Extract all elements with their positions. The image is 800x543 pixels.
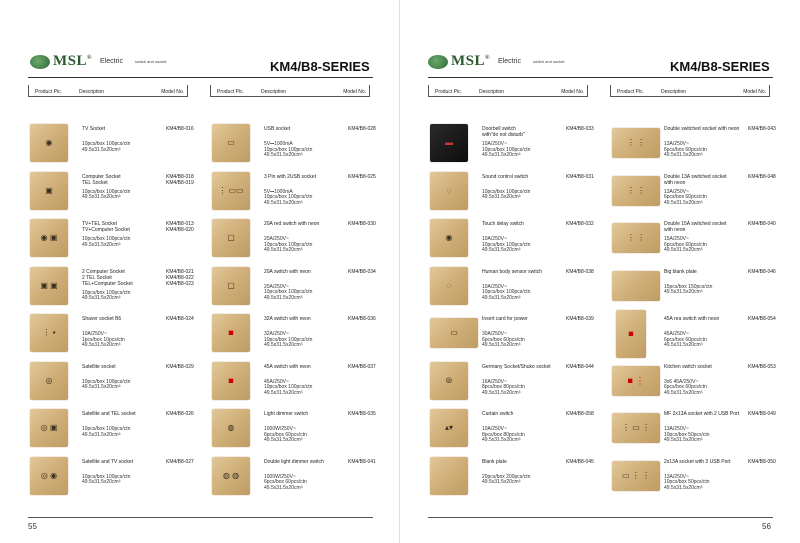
product-item (30, 267, 200, 311)
product-item (212, 457, 382, 501)
product-item (430, 314, 600, 358)
model-number: KM4/B8-021 KM4/B8-022 KM4/B8-023 (166, 268, 194, 287)
socket-face-icon: ◉ ▣ (40, 233, 58, 242)
product-spec: 20pcs/box 200pcs/ctn 49.5x31.5x20cm³ (482, 473, 531, 486)
product-photo (612, 223, 660, 253)
footer-rule (28, 517, 373, 518)
model-number: KM4/B8-037 (348, 363, 376, 370)
product-description: Shaver socket B6 (82, 316, 122, 322)
product-item (212, 124, 382, 168)
model-number: KM4/B8-054 (748, 316, 776, 322)
product-spec: 15pcs/box 150pcs/ctn 49.5x31.5x20cm³ (664, 283, 713, 296)
product-item (30, 362, 200, 406)
socket-face-icon: ▢ (227, 280, 235, 290)
leaf-logo-icon (30, 55, 50, 69)
product-description: Satellite and TEL socket (82, 411, 136, 417)
product-spec: 10A/250V~ 8pcs/box 80pcs/ctn 49.5x31.5x20cm³ (482, 426, 525, 444)
model-number: KM4/B8-036 (348, 316, 376, 322)
socket-face-icon: ■ ⋮ (627, 375, 645, 385)
brand-name: MSL® (53, 53, 92, 69)
product-description: 45A switch with neon (264, 363, 311, 370)
product-spec: 16A/250V~ 8pcs/box 80pcs/ctn 49.5x31.5x20cm³ (482, 378, 525, 396)
product-item (430, 219, 600, 263)
product-spec: 45A/250V~ 6pcs/box 60pcs/ctn 49.5x31.5x20cm³ (664, 331, 707, 349)
product-photo (430, 172, 468, 210)
product-photo (612, 271, 660, 301)
product-item (212, 409, 382, 453)
socket-face-icon: ▭ (227, 138, 235, 147)
product-item (430, 172, 600, 216)
product-item (30, 409, 200, 453)
socket-face-icon: ▣ ▣ (40, 280, 58, 290)
model-number: KM4/B8-034 (348, 268, 376, 275)
product-spec: 10pcs/box 100pcs/ctn 49.5x31.5x20cm³ (82, 236, 131, 248)
page-number: 55 (28, 522, 37, 531)
model-number: KM4/B8-038 (566, 268, 594, 275)
model-number: KM4/B8-035 (348, 411, 376, 417)
brand-logo (30, 53, 167, 70)
product-item (612, 267, 782, 311)
product-item (30, 172, 200, 216)
socket-face-icon: ⋮ ▭▭ (218, 185, 244, 195)
product-item (212, 219, 382, 263)
product-description: Doorbell switch with"do not disturb" (482, 126, 525, 138)
product-photo (30, 267, 68, 305)
product-spec: 13A/250V~ 6pcs/box 60pcs/ctn 49.5x31.5x20cm³ (664, 141, 707, 159)
socket-face-icon: ◌ (446, 280, 452, 290)
socket-face-icon: ◍ ◍ (222, 470, 240, 480)
model-number: KM4/B8-041 (348, 458, 376, 465)
model-number: KM4/B8-044 (566, 363, 594, 370)
product-spec: 32A/250V~ 10pcs/box 100pcs/ctn 49.5x31.5x20cm³ (264, 331, 313, 349)
model-number: KM4/B8-031 (566, 173, 594, 180)
product-spec: 5V⎓1000mA 10pcs/box 100pcs/ctn 49.5x31.5x20cm³ (264, 141, 313, 159)
product-description: 20A red switch with neon (264, 221, 320, 227)
socket-face-icon: ◍ (227, 423, 235, 432)
product-description: 2 Computer Socket 2 TEL Socket TEL+Computer Socket (82, 268, 133, 287)
product-photo (430, 362, 468, 400)
socket-face-icon: ■ (228, 375, 234, 385)
page-right (400, 0, 800, 543)
footer-rule (428, 517, 773, 518)
header-rule (28, 77, 373, 78)
product-photo (212, 314, 250, 352)
product-photo (612, 461, 660, 491)
product-photo (430, 124, 468, 162)
product-spec: 13A/250V~ 10pcs/box 50pcs/ctn 49.5x31.5x20cm³ (664, 426, 710, 444)
series-title: KM4/B8-SERIES (670, 59, 770, 74)
product-description: Germany Socket/Shuko socket (482, 363, 551, 370)
product-spec: 10pcs/box 100pcs/ctn 49.5x31.5x20cm³ (82, 289, 131, 302)
socket-face-icon: ◉ (445, 233, 453, 242)
socket-face-icon: ▬ (445, 138, 453, 147)
product-description: Satellite and TV socket (82, 458, 134, 465)
column-header: Product Pic. Description Model No. (28, 85, 188, 97)
product-spec: 10A/250V~ 10pcs/box 100pcs/ctn 49.5x31.5x20cm³ (482, 141, 531, 159)
socket-face-icon: ■ (628, 328, 634, 339)
product-description: 32A switch with neon (264, 316, 311, 322)
product-spec: 15A/250V~ 6pcs/box 60pcs/ctn 49.5x31.5x20cm³ (664, 236, 707, 254)
socket-face-icon: ⋮ ⋮ (626, 233, 646, 242)
product-description: Double 13A switched socket with neon (664, 173, 727, 186)
column-header: Product Pic. Description Model No. (428, 85, 588, 97)
product-item (212, 362, 382, 406)
model-number: KM4/B8-049 (748, 411, 776, 417)
socket-face-icon: ⋮ ▪ (42, 328, 56, 337)
brand-tagline: switch and socket (532, 59, 565, 64)
series-title: KM4/B8-SERIES (270, 59, 370, 74)
leaf-logo-icon (428, 55, 448, 69)
product-spec: 13A/250V~ 6pcs/box 60pcs/ctn 49.5x31.5x20cm³ (664, 188, 707, 206)
product-description: Human body sensor switch (482, 268, 543, 275)
socket-face-icon: ◎ (45, 375, 53, 385)
model-number: KM4/B8-024 (166, 316, 194, 322)
brand-tagline: switch and socket (134, 59, 167, 64)
brand-name: MSL® (451, 53, 490, 69)
product-spec: 20A/250V~ 10pcs/box 100pcs/ctn 49.5x31.5x20cm³ (264, 236, 313, 254)
product-spec: 10pcs/box 100pcs/ctn 49.5x31.5x20cm³ (82, 141, 131, 153)
product-item (30, 457, 200, 501)
product-description: USB socket (264, 126, 291, 132)
product-photo (30, 219, 68, 257)
product-spec: 20A/250V~ 10pcs/box 100pcs/ctn 49.5x31.5x20cm³ (264, 283, 313, 301)
socket-face-icon: ▣ (45, 185, 53, 195)
model-number: KM4/B8-030 (348, 221, 376, 227)
product-description: Touch delay switch (482, 221, 524, 227)
product-photo (30, 457, 68, 495)
product-spec: 10pcs/box 100pcs/ctn 49.5x31.5x20cm³ (82, 426, 131, 438)
model-number: KM4/B8-033 (566, 126, 594, 132)
product-item (430, 457, 600, 501)
product-description: Satellite socket (82, 363, 116, 370)
model-number: KM4/B8-027 (166, 458, 194, 465)
model-number: KM4/B8-018 KM4/B8-019 (166, 173, 194, 186)
product-spec: 1000W/250V~ 6pcs/box 60pcs/ctn 49.5x31.5x20cm³ (264, 426, 307, 444)
product-item (30, 219, 200, 263)
socket-face-icon: ⋮ ▭ ⋮ (621, 423, 651, 432)
product-item (612, 409, 782, 453)
socket-face-icon: ▴▾ (444, 423, 454, 432)
column-header: Product Pic. Description Model No. (610, 85, 770, 97)
product-photo (430, 219, 468, 257)
product-item (612, 362, 782, 406)
product-description: Double 15A switched socket with neon (664, 221, 727, 233)
model-number: KM4/B8-050 (748, 458, 776, 465)
product-item (430, 124, 600, 168)
product-description: 20A switch with neon (264, 268, 311, 275)
socket-face-icon: ◎ ▣ (40, 423, 58, 432)
socket-face-icon: ⦾ (445, 375, 453, 385)
model-number: KM4/B8-058 (566, 411, 594, 417)
product-item (612, 314, 782, 358)
product-photo (212, 362, 250, 400)
product-photo (430, 318, 478, 348)
product-description: MF 2x13A socket with 2 USB Port (664, 411, 740, 417)
model-number: KM4/B8-029 (166, 363, 194, 370)
product-photo (212, 124, 250, 162)
product-photo (30, 409, 68, 447)
socket-face-icon: ◌ (446, 185, 452, 195)
product-photo (30, 314, 68, 352)
product-description: Light dimmer switch (264, 411, 309, 417)
product-photo (430, 457, 468, 495)
product-description: TV Socket (82, 126, 106, 132)
brand-electric: Electric (498, 58, 521, 65)
product-item (430, 409, 600, 453)
model-number: KM4/B8-046 (748, 268, 776, 275)
header-rule (428, 77, 773, 78)
model-number: KM4/B8-013 KM4/B8-020 (166, 221, 194, 233)
product-description: Sound control switch (482, 173, 529, 180)
product-spec: 10pcs/box 100pcs/ctn 49.5x31.5x20cm³ (82, 473, 131, 486)
product-description: Blank plate (482, 458, 507, 465)
model-number: KM4/B8-026 (166, 411, 194, 417)
product-photo (212, 457, 250, 495)
product-item (430, 267, 600, 311)
model-number: KM4/B8-032 (566, 221, 594, 227)
product-spec: 13A/250V~ 10pcs/box 50pcs/ctn 49.5x31.5x20cm³ (664, 473, 710, 491)
product-photo (212, 267, 250, 305)
product-photo (212, 172, 250, 210)
product-spec: 10A/250V~ 10pcs/box 100pcs/ctn 49.5x31.5x20cm³ (482, 236, 531, 254)
product-spec: 45A/250V~ 10pcs/box 100pcs/ctn 49.5x31.5x20cm³ (264, 378, 313, 396)
product-photo (30, 362, 68, 400)
product-photo (612, 366, 660, 396)
product-spec: 1000W/250V~ 6pcs/box 60pcs/ctn 49.5x31.5x20cm³ (264, 473, 307, 491)
product-description: Double light dimmer switch (264, 458, 324, 465)
product-photo (30, 172, 68, 210)
product-description: Computer Socket TEL Socket (82, 173, 121, 186)
brand-electric: Electric (100, 58, 123, 65)
model-number: KM4/B8-028 (348, 126, 376, 132)
product-item (30, 124, 200, 168)
product-spec: 30A/250V~ 6pcs/box 60pcs/ctn 49.5x31.5x20cm³ (482, 331, 525, 349)
model-number: KM4/B8-048 (748, 173, 776, 180)
model-number: KM4/B8-043 (748, 126, 776, 132)
model-number: KM4/B8-053 (748, 363, 776, 370)
product-photo (612, 413, 660, 443)
product-photo (612, 176, 660, 206)
product-photo (430, 267, 468, 305)
socket-face-icon: ▭ ⋮ ⋮ (621, 470, 651, 480)
product-spec: 10pcs/box 100pcs/ctn 49.5x31.5x20cm³ (82, 188, 131, 201)
product-description: 3 Pin with 2USB socket (264, 173, 316, 180)
product-item (430, 362, 600, 406)
socket-face-icon: ⋮ ⋮ (626, 138, 646, 147)
product-item (212, 172, 382, 216)
product-description: Curtain switch (482, 411, 514, 417)
product-item (30, 314, 200, 358)
product-spec: 3x6 45A/250V~ 6pcs/box 60pcs/ctn 49.5x31.5x20cm³ (664, 378, 707, 396)
product-item (612, 457, 782, 501)
product-spec: 10A/250V~ 10pcs/box 100pcs/ctn 49.5x31.5x20cm³ (482, 283, 531, 301)
product-item (212, 314, 382, 358)
page-number: 56 (762, 522, 771, 531)
product-item (612, 124, 782, 168)
model-number: KM4/B8-045 (566, 458, 594, 465)
product-photo (212, 409, 250, 447)
model-number: KM4/B8-025 (348, 173, 376, 180)
product-description: Insert card for power (482, 316, 528, 322)
socket-face-icon: ◎ ◉ (40, 470, 58, 480)
product-description: Double switched socket with neon (664, 126, 740, 132)
product-description: Big blank plate (664, 268, 697, 275)
product-spec: 10A/250V~ 1pcs/box 10pcs/ctn 49.5x31.5x20cm³ (82, 331, 125, 349)
product-item (212, 267, 382, 311)
product-photo (616, 310, 646, 358)
product-photo (612, 128, 660, 158)
product-photo (212, 219, 250, 257)
product-spec: 10pcs/box 100pcs/ctn 49.5x31.5x20cm³ (482, 188, 531, 201)
product-spec: 10pcs/box 100pcs/ctn 49.5x31.5x20cm³ (82, 378, 131, 391)
product-item (612, 219, 782, 263)
socket-face-icon: ▭ (450, 328, 458, 337)
model-number: KM4/B8-040 (748, 221, 776, 227)
product-photo (30, 124, 68, 162)
socket-face-icon: ⋮ ⋮ (626, 185, 646, 195)
product-description: TV+TEL Socket TV+Computer Socket (82, 221, 130, 233)
product-item (612, 172, 782, 216)
socket-face-icon: ◉ (45, 138, 53, 147)
brand-logo (428, 53, 565, 70)
socket-face-icon: ▢ (227, 233, 235, 242)
product-photo (430, 409, 468, 447)
product-description: 2x13A socket with 2 USB Port (664, 458, 731, 465)
product-description: 45A rea switch with neon (664, 316, 720, 322)
product-spec: 5V⎓1000mA 10pcs/box 100pcs/ctn 49.5x31.5x20cm³ (264, 188, 313, 206)
column-header: Product Pic. Description Model No. (210, 85, 370, 97)
model-number: KM4/B8-039 (566, 316, 594, 322)
product-description: Kitchen switch socket (664, 363, 712, 370)
socket-face-icon: ■ (228, 327, 234, 338)
model-number: KM4/B8-016 (166, 126, 194, 132)
